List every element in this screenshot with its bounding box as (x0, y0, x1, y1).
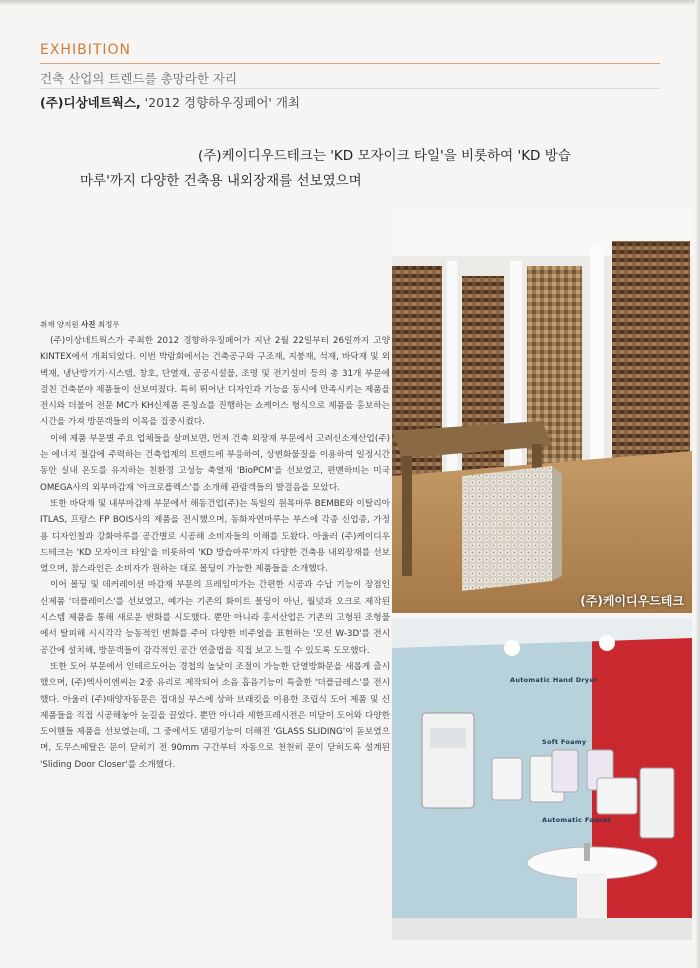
headline-company: (주)디상네트웍스, (40, 95, 141, 110)
reporter-name: 양지원 (56, 320, 79, 329)
booth-photo-mosaic (392, 206, 692, 613)
headline-rest: '2012 경향하우징페어' 개최 (140, 95, 300, 110)
section-subtitle: 건축 산업의 트렌드를 총망라한 자리 (40, 71, 238, 86)
byline (40, 319, 120, 330)
article-headline (40, 93, 300, 111)
booth-photo-hand-dryer (392, 618, 692, 940)
reporter-label: 취재 (40, 320, 55, 329)
page-edge-shadow (0, 0, 700, 6)
page-edge-shadow-right (695, 0, 700, 968)
lead-quote (80, 144, 610, 194)
article-body (40, 333, 390, 773)
body-paragraph: 또한 도어 부문에서 인테르도어는 경첩의 높낮이 조절이 가능한 단열방화문을 새롭게 출시했으며, (주)엑사이엔씨는 2중 유리로 제작되어 소음 흡음기능이 특출한 '더플글레스'를 전시했다. 아울러 (주)태양자동문은 접대실 부스에 상하 브래킷을 이용한 조립식 도어 제품 및 신제품들을 직접 시공해놓아 눈길을 끌었다. 뿐만 아니라 세한프레시전은 미닫이 도어와 다양한 도어핸들 제품을 선보였는데, 그 중에서도 댐핑기능이 더해진 'GLASS SLIDING'이 돋보였으며, 도무스메탈은 문이 닫히기 전 90mm 구간부터 자동으로 천천히 문이 닫히도록 설계된 'Sliding Door Closer'를 소개했다. (40, 661, 390, 770)
photo-label: 사진 (81, 320, 96, 329)
mosaic-booth-illustration (392, 206, 692, 613)
subtitle-rule (40, 88, 660, 89)
body-paragraph: 또한 바닥재 및 내부마감재 부문에서 해동건업(주)는 독일의 원목마루 BEMBE와 이탈리아 ITLAS, 프랑스 FP BOIS사의 제품을 전시했으며, 동화자연마루는 부스에 각종 신업종, 가정용 디자인칠과 강화마루를 공간별로 시공해 소비자들의 이해를 도왔다. 아울러 (주)케이디우드테크는 'KD 모자이크 타일'을 비롯하여 'KD 방습마루'까지 다양한 건축용 내외장재를 선보였으며, 참스라인은 소비자가 원하는 대로 몰딩이 가능한 제품들을 소개했다. (40, 498, 390, 575)
hand-dryer-booth-illustration (392, 618, 692, 940)
sign-soft-foamy: Soft Foamy (542, 738, 587, 746)
photographer-name: 최정우 (97, 320, 120, 329)
sign-automatic-faucet: Automatic Faucet (542, 816, 612, 824)
lead-line-1: (주)케이디우드테크는 'KD 모자이크 타일'을 비롯하여 'KD 방습 (198, 148, 571, 164)
section-rule (40, 63, 660, 64)
body-paragraph: (주)이상네트웍스가 주최한 2012 경향하우징페어가 지난 2월 22일부터 26일까지 고양 KINTEX에서 개최되었다. 이번 박람회에서는 건축공구와 구조재, 지붕재, 석재, 바닥재 및 외벽재, 냉난방기기·시스템, 창호, 단열재, 공공시설물, 조명 및 전기설비 등의 총 31개 부문에 걸친 건축분야 제품들이 선보여졌다. 특히 뛰어난 디자인과 기능을 동시에 만족시키는 제품을 전시와 더불어 전문 MC가 KH신제품 론칭쇼를 진행하는 쇼케이스 형식으로 제품을 홍보하는 시간을 가져 방문객들의 이목을 집중시켰다. (40, 336, 390, 428)
body-paragraph: 이에 제품 부문별 주요 업체들을 살펴보면, 먼저 건축 외장재 부문에서 고려신소재산업(주)는 에너지 절감에 주력하는 건축업계의 트렌드에 부응하여, 상변화물질을 이용하여 일정시간 동안 실내 온도를 유지하는 친환경 고성능 축열재 'BioPCM'을 선보였고, 편맨하비는 미국 OMEGA사의 외부마감재 '아크로플렉스'를 소개해 관람객들의 발걸음을 모았다. (40, 433, 390, 493)
body-paragraph: 이어 몰딩 및 데커레이션 마감재 부문의 프레임미가는 간편한 시공과 수납 기능이 장점인 신제품 '더플레이스'를 선보였고, 예가는 기존의 화이트 몰딩이 아닌, 월넛과 오크로 제작된 시스템 제품을 통해 새로운 변화를 시도했다. 뿐만 아니라 홍서산업은 기존의 고형된 조형물에서 탈피해 시시각각 능동적인 변화를 주어 다양한 비주얼을 표현하는 '모션 W-3D'를 전시 공간에 설치해, 방문객들이 감각적인 공간 연출법을 직접 보고 느낄 수 있도록 도모했다. (40, 580, 390, 656)
lead-line-2: 마루'까지 다양한 건축용 내외장재를 선보였으며 (80, 173, 362, 189)
section-tag: EXHIBITION (40, 42, 131, 58)
photo-caption: (주)케이디우드테크 (580, 594, 684, 608)
sign-hand-dryer: Automatic Hand Dryer (510, 676, 598, 684)
